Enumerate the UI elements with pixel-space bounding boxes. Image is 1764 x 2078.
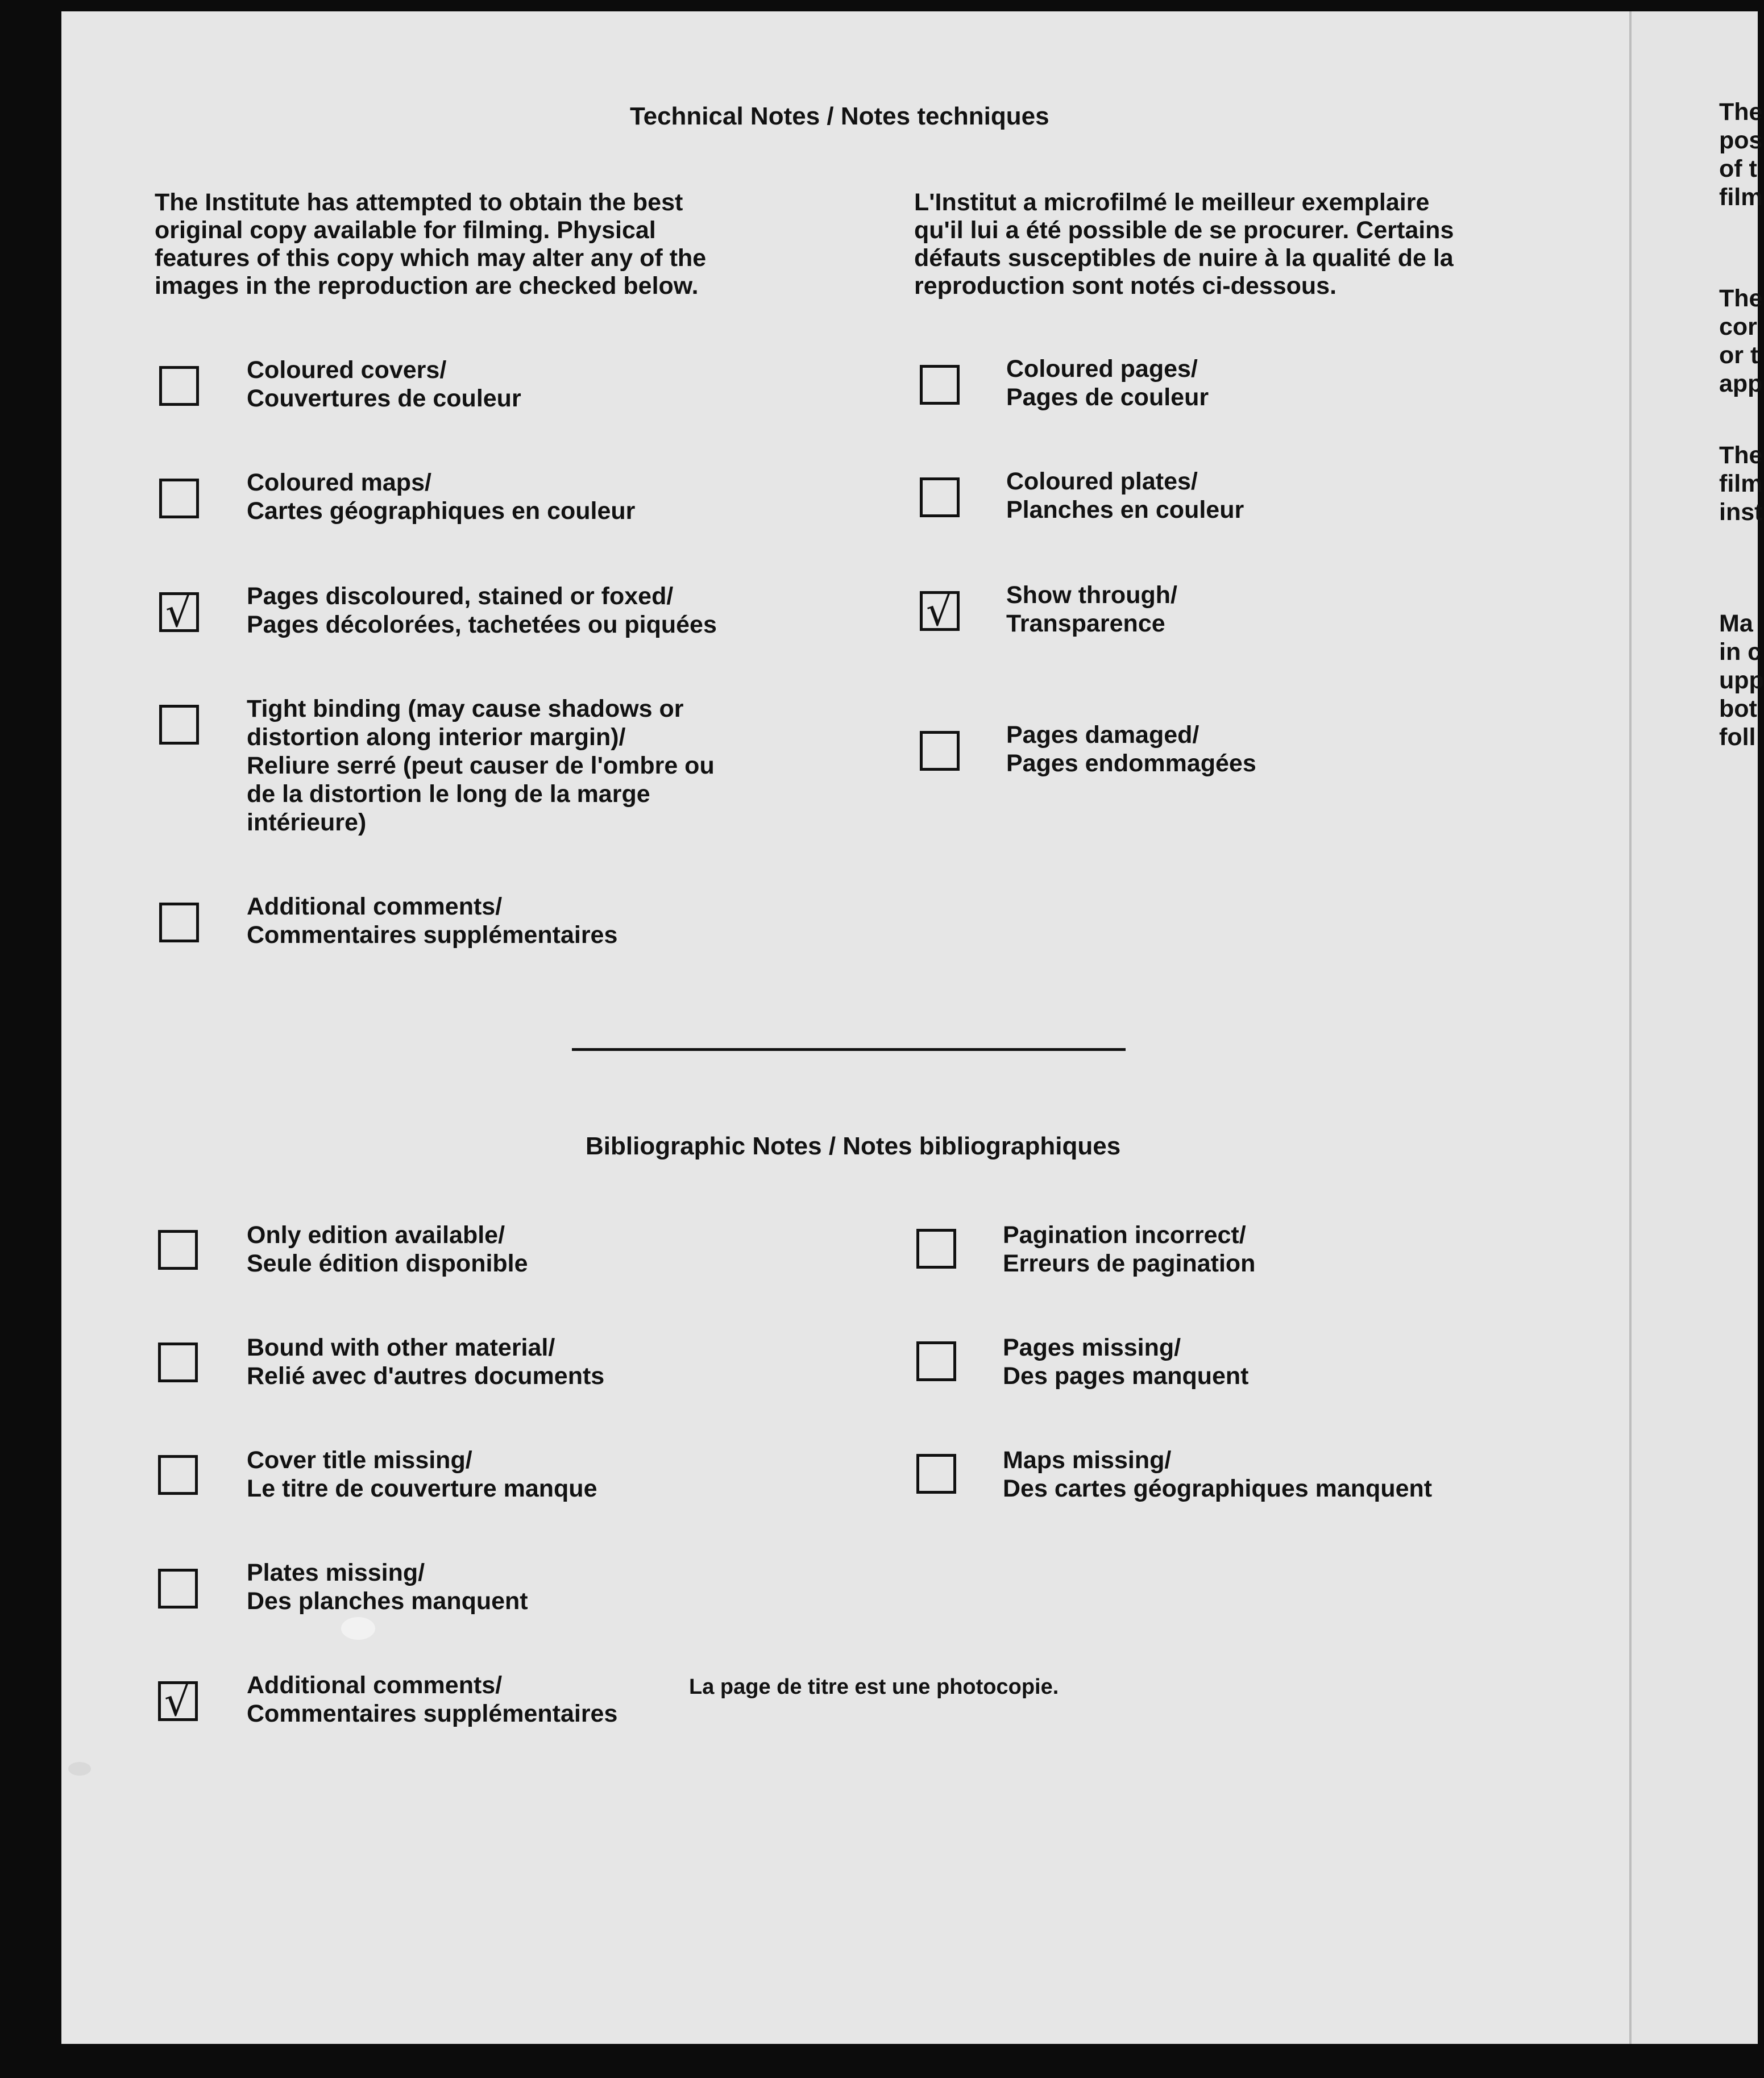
checkbox-pages-missing[interactable] [916, 1341, 956, 1381]
label-show-through: Show through/ Transparence [1006, 581, 1177, 637]
checkbox-pages-damaged[interactable] [920, 731, 960, 771]
additional-comment-text: La page de titre est une photocopie. [689, 1675, 1059, 1699]
scan-speck [341, 1617, 375, 1640]
checkbox-only-edition[interactable] [158, 1230, 198, 1270]
checkmark-icon: √ [165, 588, 192, 636]
label-pagination-incorrect: Pagination incorrect/ Erreurs de pagination [1003, 1221, 1256, 1277]
label-tight-binding: Tight binding (may cause shadows or distortion along interior margin)/ Reliure serré (peut causer de l'ombre ou de la distortion le long de la marge intérieure) [247, 695, 715, 836]
checkbox-coloured-plates[interactable] [920, 477, 960, 517]
checkbox-maps-missing[interactable] [916, 1454, 956, 1494]
label-maps-missing: Maps missing/ Des cartes géographiques manquent [1003, 1447, 1433, 1502]
technical-intro-english: The Institute has attempted to obtain the best original copy available for filming. Physical features of this copy which may alter any of the images in the reproduction are checked below. [155, 189, 707, 300]
label-coloured-plates: Coloured plates/ Planches en couleur [1006, 468, 1244, 523]
checkbox-pagination-incorrect[interactable] [916, 1229, 956, 1269]
label-only-edition: Only edition available/ Seule édition disponible [247, 1221, 528, 1277]
label-cover-title-missing: Cover title missing/ Le titre de couverture manque [247, 1447, 597, 1502]
document-page [61, 11, 1630, 2044]
technical-intro-french: L'Institut a microfilmé le meilleur exemplaire qu'il lui a été possible de se procurer. Certains défauts susceptibles de nuire à la qualité de la reproduction sont notés ci-dessous. [914, 189, 1454, 300]
label-pages-missing: Pages missing/ Des pages manquent [1003, 1334, 1249, 1390]
adjacent-text-block: The film inst [1719, 442, 1763, 526]
checkbox-tight-binding[interactable] [159, 705, 199, 745]
label-pages-damaged: Pages damaged/ Pages endommagées [1006, 721, 1256, 777]
label-coloured-pages: Coloured pages/ Pages de couleur [1006, 355, 1209, 411]
checkbox-plates-missing[interactable] [158, 1569, 198, 1609]
checkmark-icon: √ [164, 1677, 190, 1725]
adjacent-text-block: Ma in c upp bot foll [1719, 610, 1764, 751]
label-coloured-maps: Coloured maps/ Cartes géographiques en couleur [247, 469, 636, 525]
adjacent-text-block: The pos of t film [1719, 98, 1763, 211]
checkbox-pages-discoloured[interactable] [159, 588, 199, 636]
label-coloured-covers: Coloured covers/ Couvertures de couleur [247, 356, 521, 412]
scan-speck [68, 1762, 91, 1776]
checkbox-cover-title-missing[interactable] [158, 1455, 198, 1495]
checkmark-icon: √ [926, 587, 952, 635]
checkbox-bound-with[interactable] [158, 1343, 198, 1382]
checkbox-coloured-pages[interactable] [920, 365, 960, 405]
label-additional-comments-bibliographic: Additional comments/ Commentaires supplémentaires [247, 1672, 618, 1727]
section-divider [572, 1048, 1126, 1051]
label-pages-discoloured: Pages discoloured, stained or foxed/ Pages décolorées, tachetées ou piquées [247, 583, 717, 638]
adjacent-text-block: The cor or t app [1719, 285, 1763, 397]
checkbox-coloured-covers[interactable] [159, 366, 199, 406]
bibliographic-notes-heading: Bibliographic Notes / Notes bibliographiques [586, 1132, 1121, 1160]
adjacent-page-text-clip [1632, 11, 1764, 2044]
label-additional-comments-technical: Additional comments/ Commentaires supplémentaires [247, 893, 618, 949]
checkbox-coloured-maps[interactable] [159, 479, 199, 518]
checkbox-additional-comments-technical[interactable] [159, 903, 199, 942]
label-bound-with: Bound with other material/ Relié avec d'autres documents [247, 1334, 605, 1390]
checkbox-show-through[interactable] [920, 587, 960, 635]
label-plates-missing: Plates missing/ Des planches manquent [247, 1559, 528, 1615]
checkbox-additional-comments-bibliographic[interactable] [158, 1677, 198, 1725]
technical-notes-heading: Technical Notes / Notes techniques [630, 102, 1049, 130]
